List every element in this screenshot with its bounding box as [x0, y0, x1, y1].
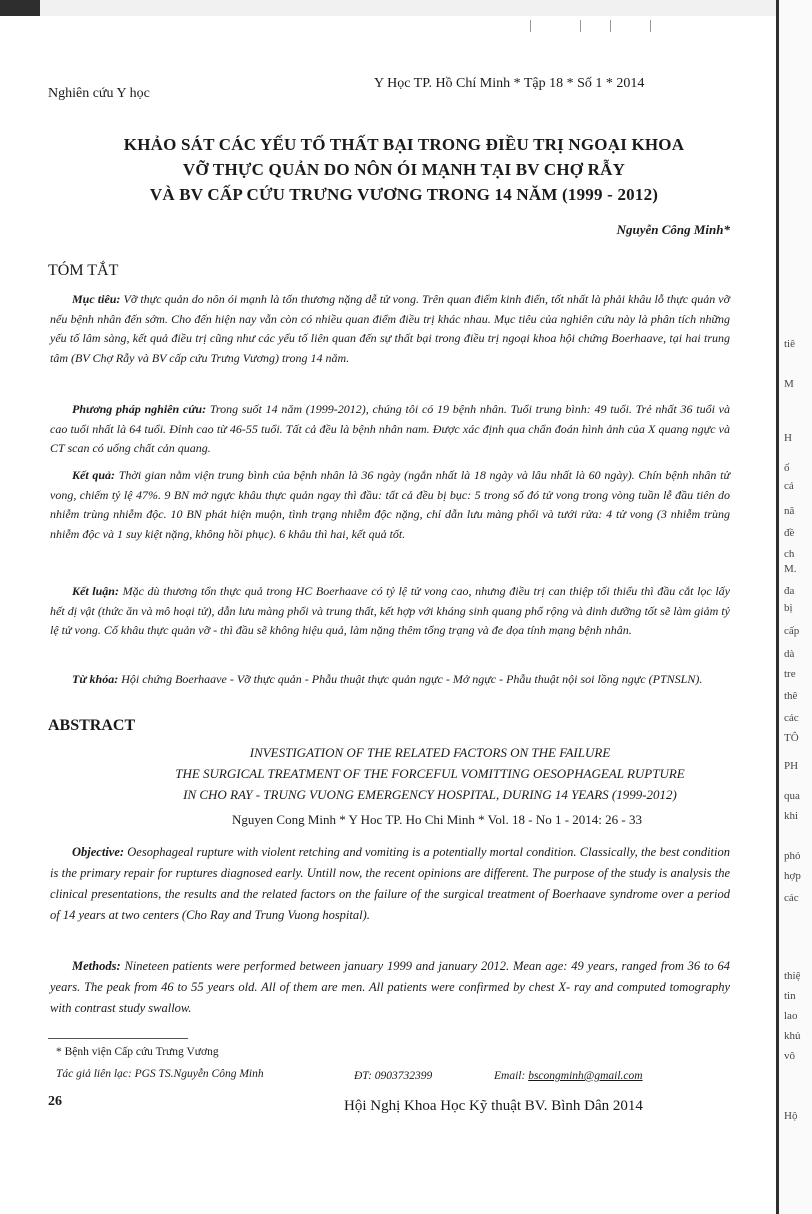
adjacent-page-fragment: các — [784, 892, 799, 904]
results-label: Kết quả: — [72, 468, 116, 482]
scan-tick-marks — [520, 20, 660, 32]
summary-heading: TÓM TẮT — [48, 262, 119, 279]
adjacent-page-fragment: Hộ — [784, 1110, 798, 1122]
adjacent-page-fragment: khi — [784, 810, 799, 822]
adjacent-page-fragment: cá — [784, 480, 794, 492]
page-number: 26 — [48, 1094, 62, 1109]
summary-conclusion — [50, 582, 730, 641]
summary-methods — [50, 400, 730, 459]
adjacent-page-fragment: tiê — [784, 338, 795, 350]
scan-top-band — [0, 0, 812, 16]
abstract-methods — [50, 956, 730, 1019]
keywords-text: Hội chứng Boerhaave - Vỡ thực quản - Phẫu thuật thực quản ngực - Mở ngực - Phẫu thuật nội soi lồng ngực (PTNSLN). — [121, 672, 703, 686]
contact-phone: ĐT: 0903732399 — [354, 1070, 433, 1082]
adjacent-page-fragment: nă — [784, 505, 795, 517]
contact-footnote: Tác giả liên lạc: PGS TS.Nguyễn Công Minh — [56, 1068, 264, 1080]
title-line: VÀ BV CẤP CỨU TRƯNG VƯƠNG TRONG 14 NĂM (1999 - 2012) — [149, 185, 659, 204]
email-link[interactable]: bscongminh@gmail.com — [528, 1070, 643, 1082]
journal-header: Y Học TP. Hồ Chí Minh * Tập 18 * Số 1 * 2014 — [374, 76, 645, 91]
english-title — [150, 742, 710, 805]
adjacent-page-fragment: thiệ — [784, 970, 801, 982]
adjacent-page-fragment: khủ — [784, 1030, 801, 1042]
page-fold-line — [776, 0, 779, 1214]
adjacent-page-fragment: đề — [784, 527, 795, 539]
section-label: Nghiên cứu Y học — [48, 86, 150, 101]
adjacent-page-fragment: tre — [784, 668, 796, 680]
contact-email-block — [494, 1070, 643, 1082]
adjacent-page-fragment: ch — [784, 548, 795, 560]
conclusion-text: Mặc dù thương tổn thực quả trong HC Boerhaave có tỷ lệ tử vong cao, nhưng điều trị can thiệp tối thiểu thì đầu cắt lọc lấy hết dị vật (thức ăn và mô hoại tử), dẫn lưu màng phổi và trung thất, kết hợp với kháng sinh quang phổ rộng và dinh dưỡng tốt sẽ làm giảm tỷ lệ tử vong. Cố khâu thực quản vỡ - thì đầu sẽ không hiệu quả, làm nặng thêm tổng trạng và đe dọa tính mạng bệnh nhân. — [50, 584, 731, 638]
adjacent-page-fragment: hợp — [784, 870, 801, 882]
adjacent-page-edge — [776, 0, 812, 1214]
title-line: KHẢO SÁT CÁC YẾU TỐ THẤT BẠI TRONG ĐIỀU TRỊ NGOẠI KHOA — [123, 135, 685, 154]
footnote-rule — [48, 1038, 188, 1039]
methods-text-en: Nineteen patients were performed between january 1999 and january 2012. Mean age: 49 years, ranged from 36 to 64 years. The peak from 46 to 55 years old. All of them are men. All patients were confirmed by chest X- ray and computed tomography with contrast study swallow. — [50, 959, 731, 1015]
objective-text-en: Oesophageal rupture with violent retching and vomiting is a potentially mortal condition. Classically, the best condition is the primary repair for ruptures diagnosed early. Untill now, the recent opinions are different. The purpose of the study is analysis the clinical presentations, the results and the related factors on the failure of the surgical treatment of Boerhaave syndrome over a period of 14 years at two centers (Cho Ray and Trung Vuong hospital). — [50, 845, 731, 922]
summary-objective — [50, 290, 730, 368]
abstract-heading: ABSTRACT — [48, 717, 136, 734]
adjacent-page-fragment: đa — [784, 585, 795, 597]
adjacent-page-fragment: cấp — [784, 625, 800, 637]
affiliation-footnote: * Bệnh viện Cấp cứu Trưng Vương — [56, 1046, 219, 1058]
adjacent-page-fragment: H — [784, 432, 792, 444]
methods-text: Trong suốt 14 năm (1999-2012), chúng tôi có 19 bệnh nhân. Tuổi trung bình: 49 tuổi. Trẻ nhất 36 tuổi và cao tuổi nhất là 64 tuổi. Đỉnh cao từ 46-55 tuổi. Tất cả đều là bệnh nhân nam. Được xác định qua chẩn đoán hình ảnh của X quang ngực và CT scan có uống chất cản quang. — [50, 402, 730, 456]
english-title-line: INVESTIGATION OF THE RELATED FACTORS ON THE FAILURE — [249, 745, 611, 760]
abstract-objective — [50, 842, 730, 926]
adjacent-page-fragment: TÔ — [784, 732, 799, 744]
email-label: Email: — [494, 1070, 526, 1082]
english-title-line: THE SURGICAL TREATMENT OF THE FORCEFUL VOMITTING OESOPHAGEAL RUPTURE — [175, 766, 685, 781]
adjacent-page-fragment: ố — [784, 462, 790, 474]
adjacent-page-fragment: tin — [784, 990, 796, 1002]
title-line: VỠ THỰC QUẢN DO NÔN ÓI MẠNH TẠI BV CHỢ RẪY — [182, 160, 626, 179]
adjacent-page-fragment: M — [784, 378, 794, 390]
summary-keywords — [50, 670, 730, 690]
citation-line: Nguyen Cong Minh * Y Hoc TP. Ho Chi Minh * Vol. 18 - No 1 - 2014: 26 - 33 — [232, 812, 642, 827]
results-text: Thời gian nằm viện trung bình của bệnh nhân là 36 ngày (ngắn nhất là 18 ngày và lâu nhất là 60 ngày). Chín bệnh nhân tử vong, chiếm tỷ lệ 47%. 9 BN mở ngực khâu thực quản ngay thì đầu: tất cả đều bị bục: 5 trong số đó tử vong trong vòng tuần lễ đầu tiên do nhiễm trùng nhiễm độc. 10 BN phát hiện muộn, tình trạng nhiễm độc nặng, chỉ dẫn lưu màng phổi và tưới rửa: 4 tử vong (3 nhiễm trùng nhiễm độc và 1 suy kiệt nặng, không hồi phục). 6 khâu thì hai, kết quả tốt. — [50, 468, 731, 541]
adjacent-page-fragment: lao — [784, 1010, 798, 1022]
conference-footer: Hội Nghị Khoa Học Kỹ thuật BV. Bình Dân 2014 — [344, 1098, 643, 1114]
adjacent-page-fragment: vô — [784, 1050, 795, 1062]
methods-label-en: Methods: — [72, 959, 121, 973]
objective-text: Vỡ thực quản do nôn ói mạnh là tổn thương nặng dễ tử vong. Trên quan điểm kinh điển, tốt nhất là phải khâu lỗ thực quản vỡ nếu bệnh nhân đến sớm. Cho đến hiện nay vẫn còn có nhiều quan điểm điều trị khác nhau. Mục tiêu của nghiên cứu này là phân tích những yếu tố lâm sàng, kết quả điều trị cũng như các yếu tố liên quan đến sự thất bại trong điều trị ngoại khoa hội chứng Boerhaave, tại hai trung tâm (BV Chợ Rẫy và BV cấp cứu Trưng Vương) trong 14 năm. — [50, 292, 731, 365]
keywords-label: Từ khóa: — [72, 672, 119, 686]
methods-label: Phương pháp nghiên cứu: — [72, 402, 207, 416]
adjacent-page-fragment: dà — [784, 648, 795, 660]
adjacent-page-fragment: phỏ — [784, 850, 801, 862]
adjacent-page-fragment: thê — [784, 690, 798, 702]
objective-label-en: Objective: — [72, 845, 125, 859]
objective-label: Mục tiêu: — [72, 292, 121, 306]
adjacent-page-fragment: các — [784, 712, 799, 724]
conclusion-label: Kết luận: — [72, 584, 119, 598]
english-title-line: IN CHO RAY - TRUNG VUONG EMERGENCY HOSPITAL, DURING 14 YEARS (1999-2012) — [183, 787, 677, 802]
adjacent-page-fragment: bị — [784, 602, 793, 614]
summary-results — [50, 466, 730, 544]
adjacent-page-fragment: M. — [784, 563, 797, 575]
scan-dark-corner — [0, 0, 40, 16]
adjacent-page-fragment: PH — [784, 760, 799, 772]
author-name: Nguyễn Công Minh* — [616, 222, 730, 237]
adjacent-page-fragment: qua — [784, 790, 800, 802]
article-title — [48, 132, 760, 207]
